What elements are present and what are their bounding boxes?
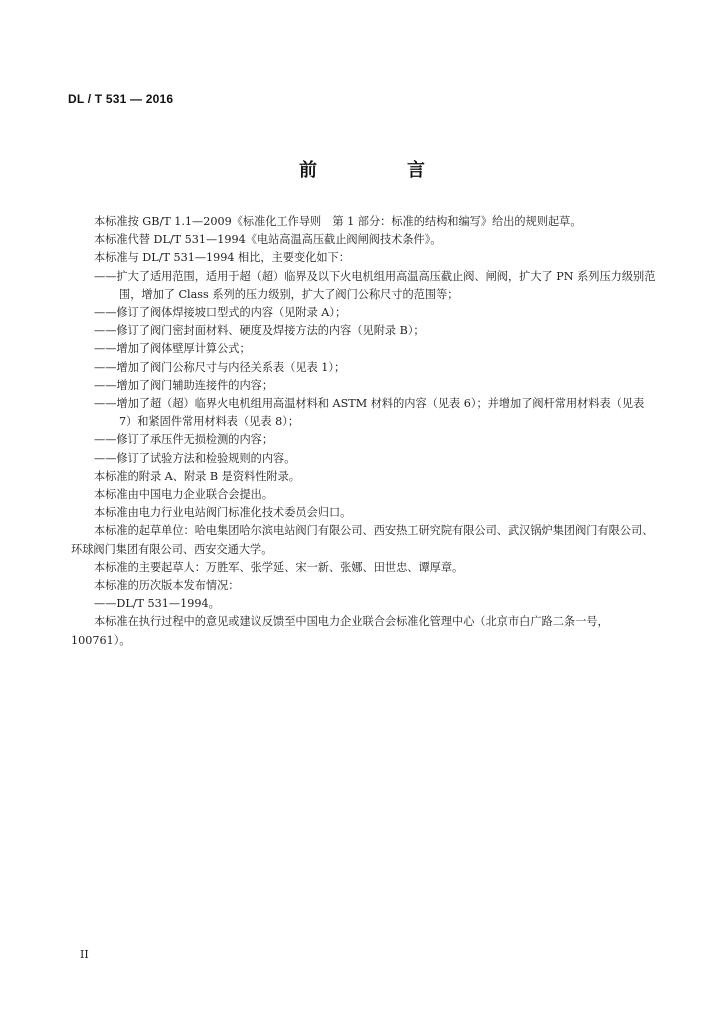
page-number: II xyxy=(80,948,89,961)
paragraph: 本标准的主要起草人：万胜军、张学延、宋一新、张娜、田世忠、谭厚章。 xyxy=(94,560,464,574)
change-list-item: ——修订了试验方法和检验规则的内容。 xyxy=(94,451,296,465)
change-list-item: ——增加了阀体壁厚计算公式； xyxy=(94,342,251,356)
paragraph: 本标准在执行过程中的意见或建议反馈至中国电力企业联合会标准化管理中心（北京市白广路二条一号，100761）。 xyxy=(71,615,609,647)
standard-number-header: DL / T 531 — 2016 xyxy=(68,92,174,106)
change-list-item: ——修订了阀门密封面材料、硬度及焊接方法的内容（见附录 B）； xyxy=(94,324,425,338)
paragraph: 本标准由电力行业电站阀门标准化技术委员会归口。 xyxy=(94,506,352,520)
paragraph: 本标准的附录 A、附录 B 是资料性附录。 xyxy=(94,469,300,483)
change-list-item: ——增加了超（超）临界火电机组用高温材料和 ASTM 材料的内容（见表 6）；并增加了阀杆常用材料表（见表 7）和紧固件常用材料表（见表 8）； xyxy=(94,397,645,429)
paragraph: 本标准与 DL/T 531—1994 相比，主要变化如下： xyxy=(94,251,350,265)
page-title: 前 言 xyxy=(299,160,461,181)
paragraph: 本标准的历次版本发布情况： xyxy=(94,579,240,593)
paragraph: 本标准按 GB/T 1.1—2009《标准化工作导则 第 1 部分：标准的结构和编写》给出的规则起草。 xyxy=(94,215,582,228)
foreword-body xyxy=(71,213,657,650)
paragraph: 本标准的起草单位：哈电集团哈尔滨电站阀门有限公司、西安热工研究院有限公司、武汉锅炉集团阀门有限公司、环球阀门集团有限公司、西安交通大学。 xyxy=(71,524,654,556)
paragraph: ——DL/T 531—1994。 xyxy=(94,597,220,611)
change-list-item: ——增加了阀门公称尺寸与内径关系表（见表 1）； xyxy=(94,360,346,374)
paragraph: 本标准由中国电力企业联合会提出。 xyxy=(94,488,274,502)
change-list-item: ——修订了阀体焊接坡口型式的内容（见附录 A）； xyxy=(94,306,347,320)
change-list-item: ——修订了承压件无损检测的内容； xyxy=(94,433,274,447)
change-list-item: ——扩大了适用范围，适用于超（超）临界及以下火电机组用高温高压截止阀、闸阀，扩大了 PN 系列压力级别范围，增加了 Class 系列的压力级别，扩大了阀门公称尺寸的范围等； xyxy=(94,269,656,301)
change-list-item: ——增加了阀门辅助连接件的内容； xyxy=(94,378,274,392)
paragraph: 本标准代替 DL/T 531—1994《电站高温高压截止阀闸阀技术条件》。 xyxy=(94,233,442,247)
